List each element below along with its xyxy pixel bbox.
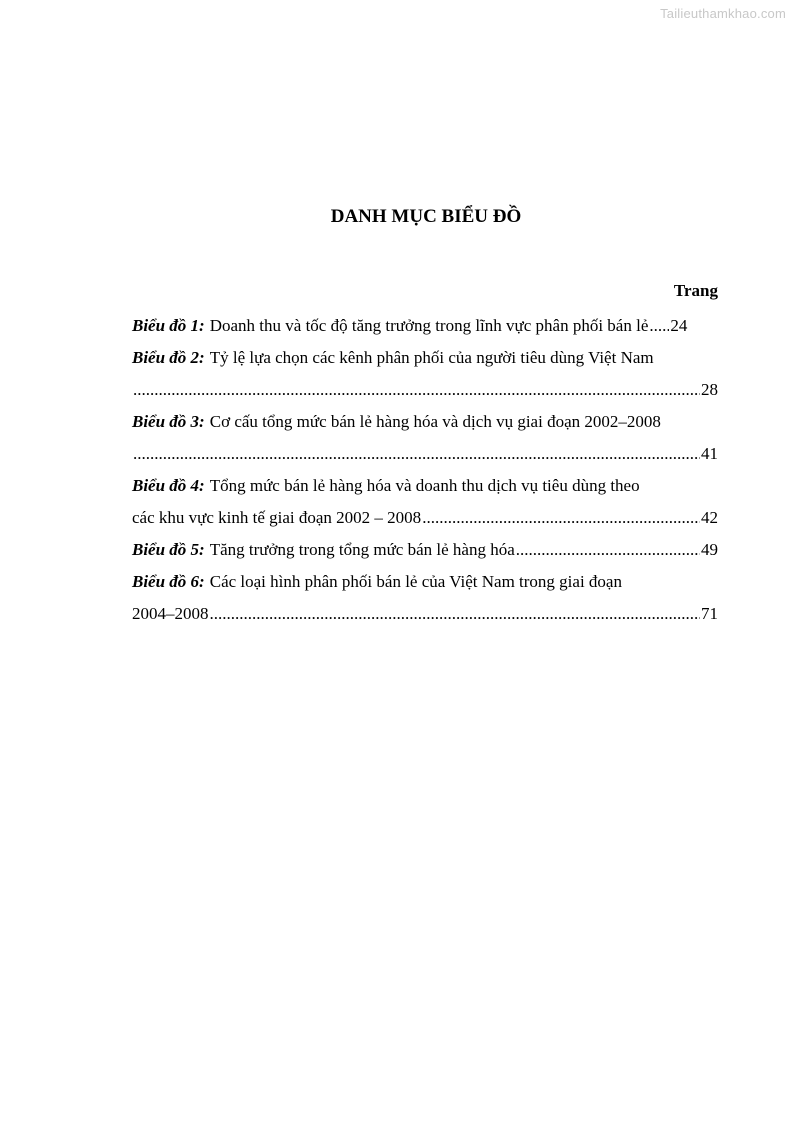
page-column-header: Trang <box>673 281 718 300</box>
leader-dots <box>133 440 700 468</box>
figure-title-continued: 2004–2008 <box>132 604 209 623</box>
list-item[interactable] <box>132 568 718 600</box>
page-number: 28 <box>701 380 718 399</box>
leader-dots <box>516 536 700 564</box>
leader-dots <box>210 600 701 628</box>
list-item-continuation[interactable] <box>132 600 718 632</box>
list-item[interactable] <box>132 408 718 440</box>
page-number: 71 <box>701 604 718 623</box>
figure-title-continued: các khu vực kinh tế giai đoạn 2002 – 2008 <box>132 508 422 527</box>
list-item-continuation[interactable] <box>132 504 718 536</box>
figure-title: Tỷ lệ lựa chọn các kênh phân phối của người tiêu dùng Việt Nam <box>209 348 654 367</box>
leader-dots <box>422 504 700 532</box>
list-item[interactable] <box>132 344 718 376</box>
leader-dots <box>649 312 669 340</box>
figure-title: Cơ cấu tổng mức bán lẻ hàng hóa và dịch vụ giai đoạn 2002–2008 <box>209 412 661 431</box>
figure-label: Biểu đồ 5: <box>132 540 205 559</box>
figure-title: Tổng mức bán lẻ hàng hóa và doanh thu dịch vụ tiêu dùng theo <box>209 476 640 495</box>
page-title: DANH MỤC BIỂU ĐỒ <box>330 206 522 227</box>
figure-label: Biểu đồ 3: <box>132 412 205 431</box>
page-number: 41 <box>701 444 718 463</box>
figure-list <box>132 312 718 632</box>
figure-label: Biểu đồ 2: <box>132 348 205 367</box>
figure-title: Các loại hình phân phối bán lẻ của Việt Nam trong giai đoạn <box>209 572 622 591</box>
page-number: 24 <box>670 316 688 335</box>
page-number: 42 <box>701 508 718 527</box>
figure-title: Doanh thu và tốc độ tăng trưởng trong lĩnh vực phân phối bán lẻ <box>209 316 649 335</box>
figure-label: Biểu đồ 6: <box>132 572 205 591</box>
figure-label: Biểu đồ 1: <box>132 316 205 335</box>
list-item[interactable] <box>132 472 718 504</box>
list-item[interactable] <box>132 312 718 344</box>
watermark: Tailieuthamkhao.com <box>660 6 786 21</box>
figure-label: Biểu đồ 4: <box>132 476 205 495</box>
leader-dots <box>133 376 700 404</box>
list-item[interactable] <box>132 536 718 568</box>
list-item-continuation[interactable] <box>132 440 718 472</box>
page-number: 49 <box>701 540 718 559</box>
list-item-continuation[interactable] <box>132 376 718 408</box>
figure-title: Tăng trưởng trong tổng mức bán lẻ hàng hóa <box>209 540 515 559</box>
